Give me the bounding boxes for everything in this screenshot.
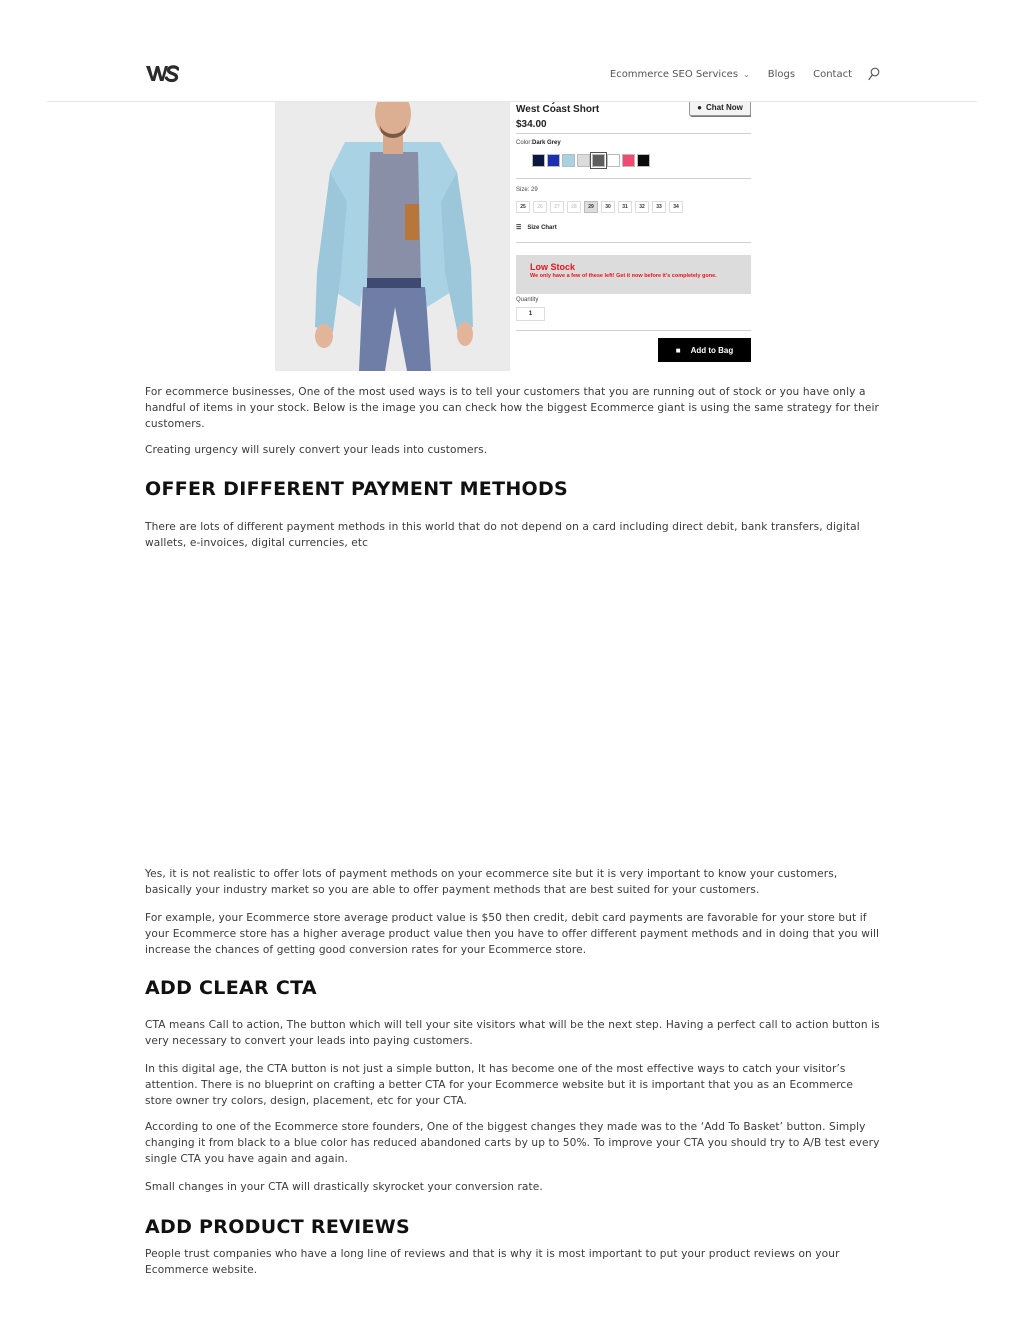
color-swatch[interactable]	[592, 154, 605, 167]
nav-item-label: Blogs	[767, 68, 796, 80]
nav-item-blogs[interactable]	[768, 69, 795, 80]
low-stock-alert	[516, 255, 751, 294]
add-to-bag-label: Add to Bag	[690, 345, 734, 355]
paragraph: Small changes in your CTA will drastically skyrocket your conversion rate.	[145, 1181, 543, 1193]
heading-clear-cta: ADD CLEAR CTA	[145, 977, 317, 999]
size-option[interactable]: 34	[669, 201, 683, 213]
paragraph: People trust companies who have a long line of reviews and that is why it is most important to put your product reviews on your Ecommerce website.	[145, 1248, 840, 1276]
product-name: West Coast Short	[516, 104, 600, 115]
color-swatch[interactable]	[607, 154, 620, 167]
size-option[interactable]: 32	[635, 201, 649, 213]
size-option[interactable]: 26	[533, 201, 547, 213]
size-chart-link[interactable]	[516, 224, 557, 231]
color-label: Color:Dark Grey	[516, 140, 561, 146]
paragraph: For example, your Ecommerce store average product value is $50 then credit, debit card payments are favorable for your store but if your Ecommerce store has a higher average product value then you have to offer different payment methods and in doing that you will increase the chances of getting good conversion rates for your Ecommerce store.	[145, 912, 880, 956]
size-option[interactable]: 25	[516, 201, 530, 213]
size-chart-label: Size Chart	[527, 224, 557, 231]
paragraph: Yes, it is not realistic to offer lots of payment methods on your ecommerce site but it is very important to know your customers, basically your industry market so you are able to offer payment methods that are best suited for your customers.	[145, 868, 838, 896]
low-stock-text: We only have a few of these left! Get it now before it's completely gone.	[530, 273, 717, 279]
size-option[interactable]: 28	[567, 201, 581, 213]
nav-item-label: Contact	[813, 68, 852, 80]
nav-item-ecommerce-seo-services[interactable]	[610, 69, 750, 80]
divider	[516, 242, 751, 243]
quantity-input[interactable]: 1	[516, 307, 545, 321]
size-option[interactable]: 30	[601, 201, 615, 213]
chat-bubble-icon: ●	[697, 102, 702, 112]
size-option[interactable]: 33	[652, 201, 666, 213]
size-option[interactable]: 31	[618, 201, 632, 213]
main-nav	[610, 67, 880, 81]
product-page-image	[275, 92, 751, 371]
chevron-down-icon: ⌄	[743, 69, 750, 79]
heading-payment-methods: OFFER DIFFERENT PAYMENT METHODS	[145, 478, 569, 500]
divider	[516, 178, 751, 179]
paragraph: Creating urgency will surely convert your leads into customers.	[145, 444, 488, 456]
product-price: $34.00	[516, 119, 547, 130]
heading-product-reviews: ADD PRODUCT REVIEWS	[145, 1216, 410, 1238]
low-stock-title: Low Stock	[530, 262, 576, 272]
size-option[interactable]: 29	[584, 201, 598, 213]
paragraph: In this digital age, the CTA button is not just a simple button, It has become one of the most effective ways to catch your visitor’s attention. There is no blueprint on crafting a better CTA for your Ecommerce website but it is important that you as an Ecommerce store owner try colors, design, placement, etc for your CTA.	[145, 1063, 853, 1107]
divider	[516, 330, 751, 331]
model-photo	[275, 92, 510, 371]
nav-item-contact[interactable]	[813, 69, 852, 80]
paragraph: For ecommerce businesses, One of the most used ways is to tell your customers that you are running out of stock or you have only a handful of items in your stock. Below is the image you can check how the biggest Ecommerce giant is using the same strategy for their customers.	[145, 386, 879, 430]
ws-logo[interactable]	[146, 63, 179, 84]
paragraph: According to one of the Ecommerce store founders, One of the biggest changes they made was to the ‘Add To Basket’ button. Simply changing it from black to a blue color has reduced abandoned carts by up to 50%. To improve your CTA you should try to A/B test every single CTA you have again and again.	[145, 1121, 880, 1165]
color-swatch[interactable]	[562, 154, 575, 167]
quantity-label: Quantity	[516, 297, 539, 303]
color-swatches	[532, 154, 652, 167]
color-swatch[interactable]	[532, 154, 545, 167]
color-swatch[interactable]	[577, 154, 590, 167]
color-swatch[interactable]	[637, 154, 650, 167]
paragraph: CTA means Call to action, The button which will tell your site visitors what will be the next step. Having a perfect call to action button is very necessary to convert your leads into paying customers.	[145, 1019, 880, 1047]
chat-now-label: Chat Now	[705, 102, 743, 112]
paragraph: There are lots of different payment methods in this world that do not depend on a card including direct debit, bank transfers, digital wallets, e-invoices, digital currencies, etc	[145, 521, 860, 549]
lock-icon: ■	[675, 345, 681, 355]
nav-item-label: Ecommerce SEO Services	[609, 68, 739, 80]
site-header	[47, 0, 977, 102]
size-label: Size: 29	[516, 187, 538, 193]
color-swatch[interactable]	[547, 154, 560, 167]
ruler-icon: ☰	[516, 225, 522, 231]
divider	[516, 133, 751, 134]
search-icon[interactable]	[868, 67, 880, 81]
add-to-bag-button[interactable]	[658, 338, 751, 362]
color-swatch[interactable]	[622, 154, 635, 167]
size-option[interactable]: 27	[550, 201, 564, 213]
product-info-panel	[516, 92, 751, 371]
size-options	[516, 201, 686, 213]
